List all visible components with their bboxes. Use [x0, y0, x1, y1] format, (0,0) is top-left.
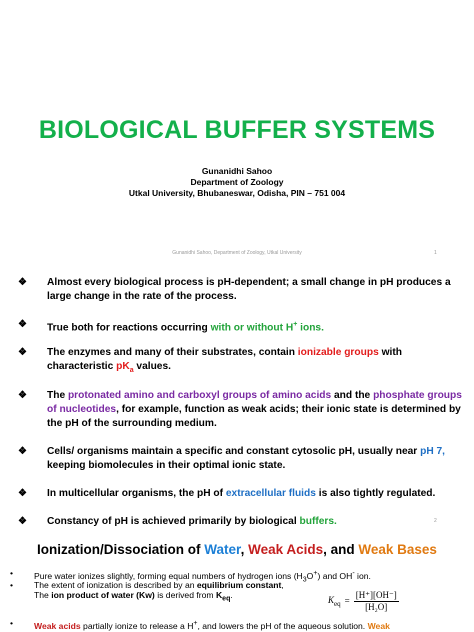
slide-intro	[0, 256, 474, 538]
bullet-dot-icon: •	[10, 580, 14, 590]
page-number: 2	[434, 518, 437, 524]
bullet-text: The ion product of water (Kw) is derived from $K_{eq}$.	[34, 590, 233, 603]
bullet-text: Weak acids partially ionize to release a H+, and lowers the pH of the aqueous solution. Weak	[34, 620, 390, 631]
slide-heading: Ionization/Dissociation of Water, Weak Acids, and Weak Bases	[37, 542, 437, 557]
diamond-bullet-icon: ❖	[18, 277, 27, 288]
equation-fraction: $\frac{[H^+][OH^-]}{\text{[H₂O]}}$	[355, 590, 397, 612]
bullet-text: The protonated amino and carboxyl groups of amino acids and the phosphate groups of nucleotides, for example, function as weak acids; their ionic state is determined by the pH of the surrounding medium.	[47, 390, 462, 429]
slide-footer: Gunanidhi Sahoo, Department of Zoology, Utkal University	[172, 250, 302, 256]
diamond-bullet-icon: ❖	[18, 516, 27, 527]
diamond-bullet-icon: ❖	[18, 446, 27, 457]
bullet-text: Cells/ organisms maintain a specific and constant cytosolic pH, usually near pH 7, keeping biomolecules in their optimal ionic state.	[47, 446, 446, 471]
bullet-text: True both for reactions occurring with or without H+ ions.	[47, 321, 324, 334]
diamond-bullet-icon: ❖	[18, 319, 27, 330]
bullet-text: The enzymes and many of their substrates, contain ionizable groups with characteristic $pK_a$ values.	[47, 347, 402, 374]
bullet-text: Almost every biological process is pH-dependent; a small change in pH produces a large change in the rate of the process.	[47, 277, 451, 302]
diamond-bullet-icon: ❖	[18, 347, 27, 358]
bullet-text: Constancy of pH is achieved primarily by biological buffers.	[47, 516, 337, 527]
author-affiliation: Utkal University, Bhubaneswar, Odisha, PIN – 751 004	[128, 188, 346, 198]
bullet-dot-icon: •	[10, 568, 14, 578]
bullet-text: In multicellular organisms, the pH of extracellular fluids is also tightly regulated.	[47, 488, 436, 499]
bullet-dot-icon: •	[10, 618, 14, 628]
author-name: Gunanidhi Sahoo	[201, 166, 273, 176]
slide-title	[0, 0, 474, 256]
bullet-text: The extent of ionization is described by an equilibrium constant,	[34, 580, 284, 590]
diamond-bullet-icon: ❖	[18, 390, 27, 401]
diamond-bullet-icon: ❖	[18, 488, 27, 499]
slide-ionization	[0, 538, 474, 632]
author-department: Department of Zoology	[190, 177, 284, 187]
page-number: 1	[434, 250, 437, 256]
slide-title-heading: BIOLOGICAL BUFFER SYSTEMS	[38, 116, 436, 144]
equilibrium-equation: $K_{eq}$ = $\frac{[H^+][OH^-]}{\text{[H₂O]}}$	[328, 590, 397, 612]
bullet-text: Pure water ionizes slightly, forming equal numbers of hydrogen ions $(H_3O^+)$ and OH- ion.	[34, 570, 371, 584]
